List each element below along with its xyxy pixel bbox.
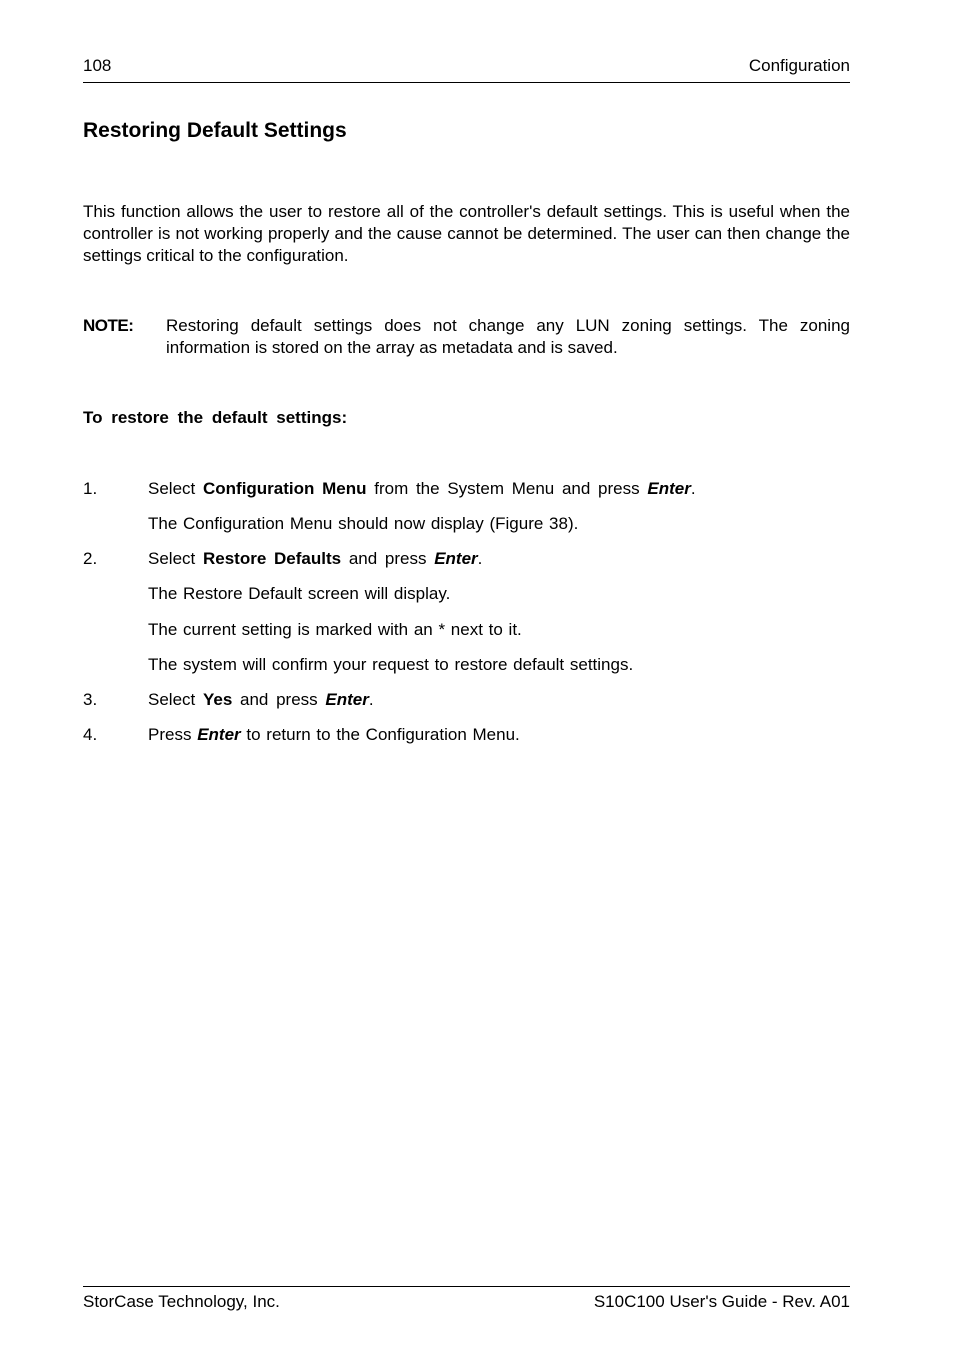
step-text: Select Yes and press Enter. — [148, 690, 374, 709]
page-footer — [83, 1292, 850, 1314]
step-result-text: The Restore Default screen will display. — [148, 584, 451, 603]
step-2-result-2 — [83, 619, 850, 641]
step-1 — [83, 478, 850, 500]
footer-company: StorCase Technology, Inc. — [83, 1292, 280, 1311]
procedure-heading: To restore the default settings: — [83, 408, 348, 427]
step-2-result-3 — [83, 654, 850, 676]
footer-document: S10C100 User's Guide - Rev. A01 — [593, 1292, 850, 1311]
step-number: 3. — [83, 690, 98, 709]
step-number: 2. — [83, 549, 98, 568]
step-number: 4. — [83, 725, 98, 744]
step-1-result — [83, 513, 850, 535]
step-4 — [83, 724, 850, 746]
header-rule — [83, 82, 850, 83]
note-label: NOTE: — [83, 316, 134, 335]
step-result-text: The Configuration Menu should now display (Figure 38). — [148, 514, 579, 533]
page-number: 108 — [83, 56, 112, 75]
step-2 — [83, 548, 850, 570]
page-header — [83, 56, 850, 78]
page-title: Restoring Default Settings — [83, 119, 347, 142]
footer-rule — [83, 1286, 850, 1287]
step-text: Press Enter to return to the Configuration Menu. — [148, 725, 520, 744]
step-text: Select Restore Defaults and press Enter. — [148, 549, 483, 568]
step-number: 1. — [83, 479, 98, 498]
intro-paragraph: This function allows the user to restore all of the controller's default settings. This is useful when the controller is not working properly and the cause cannot be determined. The user can then change the settings critical to the configuration. — [83, 202, 850, 265]
step-result-text: The system will confirm your request to restore default settings. — [148, 655, 634, 674]
note-text: Restoring default settings does not change any LUN zoning settings. The zoning information is stored on the array as metadata and is saved. — [166, 316, 850, 357]
step-2-result-1 — [83, 583, 850, 605]
section-name: Configuration — [748, 56, 850, 75]
step-result-text: The current setting is marked with an * next to it. — [148, 620, 522, 639]
step-3 — [83, 689, 850, 711]
step-text: Select Configuration Menu from the System Menu and press Enter. — [148, 479, 696, 498]
